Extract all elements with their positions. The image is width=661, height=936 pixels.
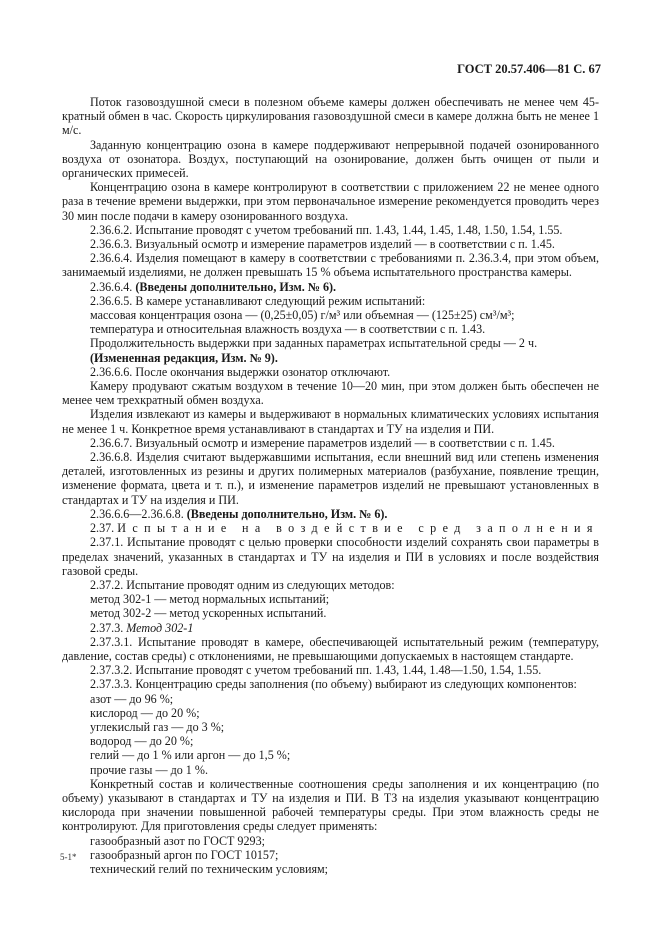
paragraph-text: гелий — до 1 % или аргон — до 1,5 %; [90,748,291,763]
paragraph-text: 2.37.3.1. Испытание проводят в камере, обеспечивающей испытательный режим (температуру, давление, состав среды) с отклонениями, не превышающими допускаемых в настоящем стандарте. [62,634,599,663]
paragraph [62,535,599,578]
paragraph [62,379,599,407]
paragraph [62,436,599,450]
paragraph [62,720,599,734]
paragraph-text: Камеру продувают сжатым воздухом в течение 10—20 мин, при этом должен быть обеспечен не менее чем трехкратный обмен воздуха. [62,379,599,408]
paragraph-text: прочие газы — до 1 %. [90,762,208,777]
paragraph-text: углекислый газ — до 3 %; [90,719,225,734]
paragraph [62,763,599,777]
paragraph-text: 2.37. [90,521,118,536]
paragraph-text: метод 302-1 — метод нормальных испытаний; [90,592,330,607]
paragraph [62,592,599,606]
paragraph [62,308,599,322]
paragraph [62,450,599,507]
paragraph-text: 2.36.6.4. Изделия помещают в камеру в соответствии с требованиями п. 2.36.3.4, при этом объем, занимаемый изделиями, не должен превышать 15 % объема испытательного пространства камеры. [62,251,599,280]
paragraph [62,692,599,706]
paragraph-text: 2.37.3.2. Испытание проводят с учетом требований пп. 1.43, 1.44, 1.48—1.50, 1.54, 1.55. [90,663,542,678]
paragraph [62,578,599,592]
paragraph-text: 2.36.6.8. Изделия считают выдержавшими испытания, если внешний вид или степень изменения деталей, изготовленных из резины и других полимерных материалов (разбухание, появление трещин, изменение формата, цвета и т. п.), и изменение параметров изделий не превышают установленных в стандартах и ТУ на изделия и ПИ. [62,450,599,507]
paragraph [62,606,599,620]
method-title: Метод 302-1 [126,620,194,635]
paragraph [62,521,599,535]
paragraph-text: 2.36.6.3. Визуальный осмотр и измерение параметров изделий — в соответствии с п. 1.45. [90,237,555,252]
paragraph-text: 2.36.6.7. Визуальный осмотр и измерение параметров изделий — в соответствии с п. 1.45. [90,435,555,450]
paragraph [62,621,599,635]
paragraph-text: 2.36.6.6. После окончания выдержки озонатор отключают. [90,364,391,379]
amendment-note: (Введены дополнительно, Изм. № 6). [135,279,337,294]
paragraph [62,862,599,876]
paragraph-text: 2.37.3.3. Концентрацию среды заполнения (по объему) выбирают из следующих компонентов: [90,677,577,692]
paragraph [62,322,599,336]
paragraph [62,635,599,663]
paragraph-text: 2.36.6.6—2.36.6.8. [90,506,187,521]
paragraph [62,407,599,435]
amendment-note: (Введены дополнительно, Изм. № 6). [186,506,388,521]
paragraph-text: Конкретный состав и количественные соотношения среды заполнения и их концентрацию (по объему) указывают в стандартах и ТУ на изделия и ПИ. В ТЗ на изделия указывают концентрацию кислорода при значении повышенной рабочей температуры среды. При этом влажность среды не контролируют. Для приготовления среды следует применять: [62,776,599,834]
paragraph [62,223,599,237]
paragraph-text: газообразный азот по ГОСТ 9293; [90,833,265,848]
amendment-note: (Измененная редакция, Изм. № 9). [90,350,278,365]
paragraph-text: 2.36.6.5. В камере устанавливают следующий режим испытаний: [90,293,426,308]
paragraph [62,351,599,365]
paragraph-text: Изделия извлекают из камеры и выдерживают в нормальных климатических условиях испытания не менее 1 ч. Конкретное время устанавливают в стандартах и ТУ на изделия и ПИ. [62,407,599,436]
paragraph [62,237,599,251]
paragraph [62,507,599,521]
paragraph-text: Заданную концентрацию озона в камере поддерживают непрерывной подачей озонированного воздуха от озонатора. Воздух, поступающий на озонирование, должен быть очищен от пыли и органических примесей. [62,137,599,181]
paragraph [62,280,599,294]
paragraph-text: водород — до 20 %; [90,734,194,749]
paragraph-text: Концентрацию озона в камере контролируют в соответствии с приложением 22 не менее одного раза в течение времени выдержки, при этом первоначальное измерение рекомендуется проводить через 30 мин после подачи в камеру озонированного воздуха. [62,180,599,223]
paragraph-text: 2.37.3. [90,620,127,635]
paragraph-text: Продолжительность выдержки при заданных параметрах испытательной среды — 2 ч. [90,336,538,351]
paragraph [62,251,599,279]
paragraph-text: температура и относительная влажность воздуха — в соответствии с п. 1.43. [90,322,486,337]
paragraph [62,138,599,181]
paragraph [62,834,599,848]
paragraph [62,336,599,350]
paragraph-text: метод 302-2 — метод ускоренных испытаний. [90,606,327,621]
paragraph [62,677,599,691]
paragraph [62,95,599,138]
paragraph-text: технический гелий по техническим условиям; [90,861,329,876]
paragraph [62,663,599,677]
paragraph-text: 2.37.1. Испытание проводят с целью проверки способности изделий сохранять свои параметры в пределах значений, указанных в стандартах и ТУ на изделия и ПИ в условиях и после воздействия газовой среды. [62,535,599,578]
page-header: ГОСТ 20.57.406—81 С. 67 [457,62,601,76]
paragraph [62,365,599,379]
document-body [62,95,599,876]
paragraph-text: массовая концентрация озона — (0,25±0,05) г/м³ или объемная — (125±25) см³/м³; [90,308,515,323]
paragraph-text: 2.37.2. Испытание проводят одним из следующих методов: [90,577,395,592]
paragraph-text: азот — до 96 %; [90,691,174,706]
paragraph [62,706,599,720]
paragraph-text: кислород — до 20 %; [90,705,200,720]
section-heading: Испытание на воздействие сред заполнения [117,521,599,536]
paragraph-text: Поток газовоздушной смеси в полезном объеме камеры должен обеспечивать не менее чем 45-кратный обмен в час. Скорость циркулирования газовоздушной смеси в камере должна быть не менее 1 м/с. [62,95,599,138]
paragraph [62,777,599,834]
paragraph [62,734,599,748]
page-footer-mark: 5-1* [60,852,77,862]
paragraph [62,294,599,308]
paragraph [62,748,599,762]
paragraph-text: газообразный аргон по ГОСТ 10157; [90,847,279,862]
paragraph-text: 2.36.6.4. [90,279,136,294]
paragraph-text: 2.36.6.2. Испытание проводят с учетом требований пп. 1.43, 1.44, 1.45, 1.48, 1.50, 1.54, 1.55. [90,222,563,237]
paragraph [62,180,599,223]
paragraph [62,848,599,862]
